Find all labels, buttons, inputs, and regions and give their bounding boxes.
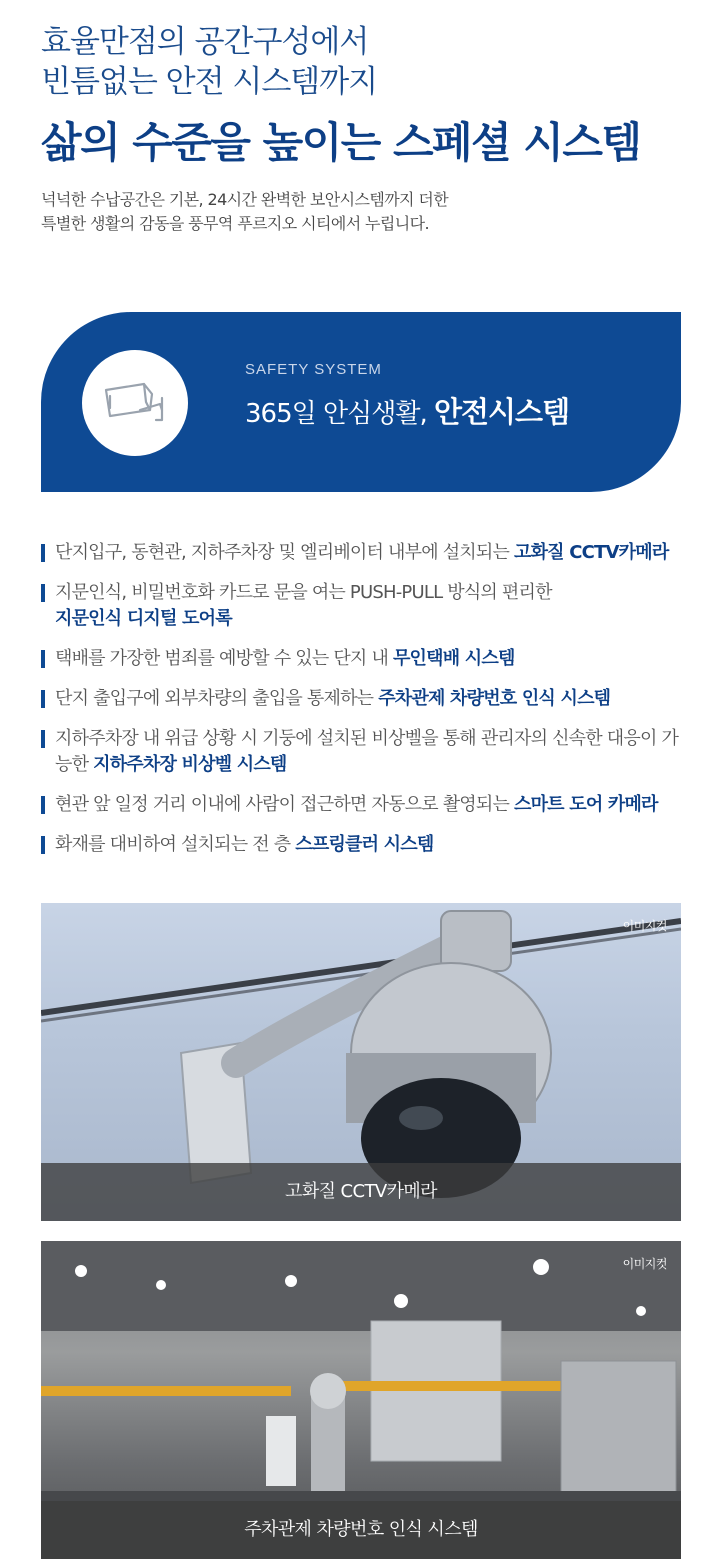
image-cut-label: 이미지컷: [622, 1257, 667, 1271]
list-item: 단지입구, 동현관, 지하주차장 및 엘리베이터 내부에 설치되는 고화질 CCTV카메라: [41, 540, 691, 566]
feature-highlight: 주차관제 차량번호 인식 시스템: [378, 688, 611, 709]
feature-highlight: 스마트 도어 카메라: [514, 794, 658, 815]
feature-highlight: 지문인식 디지털 도어록: [55, 608, 232, 629]
safety-headline-bold: 안전시스템: [434, 395, 570, 429]
safety-system-banner: [41, 312, 681, 492]
parking-control-photo: [41, 1241, 681, 1559]
list-item: 현관 앞 일정 거리 이내에 사람이 접근하면 자동으로 촬영되는 스마트 도어 카메라: [41, 792, 691, 818]
photo-caption: 주차관제 차량번호 인식 시스템: [41, 1501, 681, 1559]
feature-highlight: 고화질 CCTV카메라: [514, 542, 669, 563]
hero-subtitle-line2: 빈틈없는 안전 시스템까지: [41, 64, 378, 100]
cctv-camera-icon: [100, 380, 170, 426]
safety-eyebrow: SAFETY SYSTEM: [245, 361, 382, 378]
page-title: 삶의 수준을 높이는 스페셜 시스템: [41, 118, 641, 167]
feature-highlight: 스프링클러 시스템: [295, 834, 434, 855]
safety-headline: [245, 390, 569, 431]
hero-desc-line2: 특별한 생활의 감동을 풍무역 푸르지오 시티에서 누립니다.: [41, 214, 429, 233]
hero-subtitle: [41, 22, 691, 102]
cctv-photo: [41, 903, 681, 1221]
list-item: 화재를 대비하여 설치되는 전 층 스프링클러 시스템: [41, 832, 691, 858]
photo-caption: 고화질 CCTV카메라: [41, 1163, 681, 1221]
list-item: 단지 출입구에 외부차량의 출입을 통제하는 주차관제 차량번호 인식 시스템: [41, 686, 691, 712]
image-cut-label: 이미지컷: [622, 919, 667, 933]
hero-subtitle-line1: 효율만점의 공간구성에서: [41, 24, 369, 60]
safety-headline-prefix: 365일 안심생활,: [245, 399, 435, 429]
list-item: 택배를 가장한 범죄를 예방할 수 있는 단지 내 무인택배 시스템: [41, 646, 691, 672]
hero-desc-line1: 넉넉한 수납공간은 기본, 24시간 완벽한 보안시스템까지 더한: [41, 190, 449, 209]
feature-highlight: 지하주차장 비상벨 시스템: [93, 754, 287, 775]
hero-section: [41, 22, 691, 170]
list-item: 지하주차장 내 위급 상황 시 기둥에 설치된 비상벨을 통해 관리자의 신속한 대응이 가능한 지하주차장 비상벨 시스템: [41, 726, 691, 778]
list-item: 지문인식, 비밀번호화 카드로 문을 여는 PUSH-PULL 방식의 편리한 지문인식 디지털 도어록: [41, 580, 691, 632]
hero-description: [41, 188, 448, 236]
feature-highlight: 무인택배 시스템: [392, 648, 515, 669]
feature-list: [41, 540, 691, 858]
icon-circle: [82, 350, 188, 456]
